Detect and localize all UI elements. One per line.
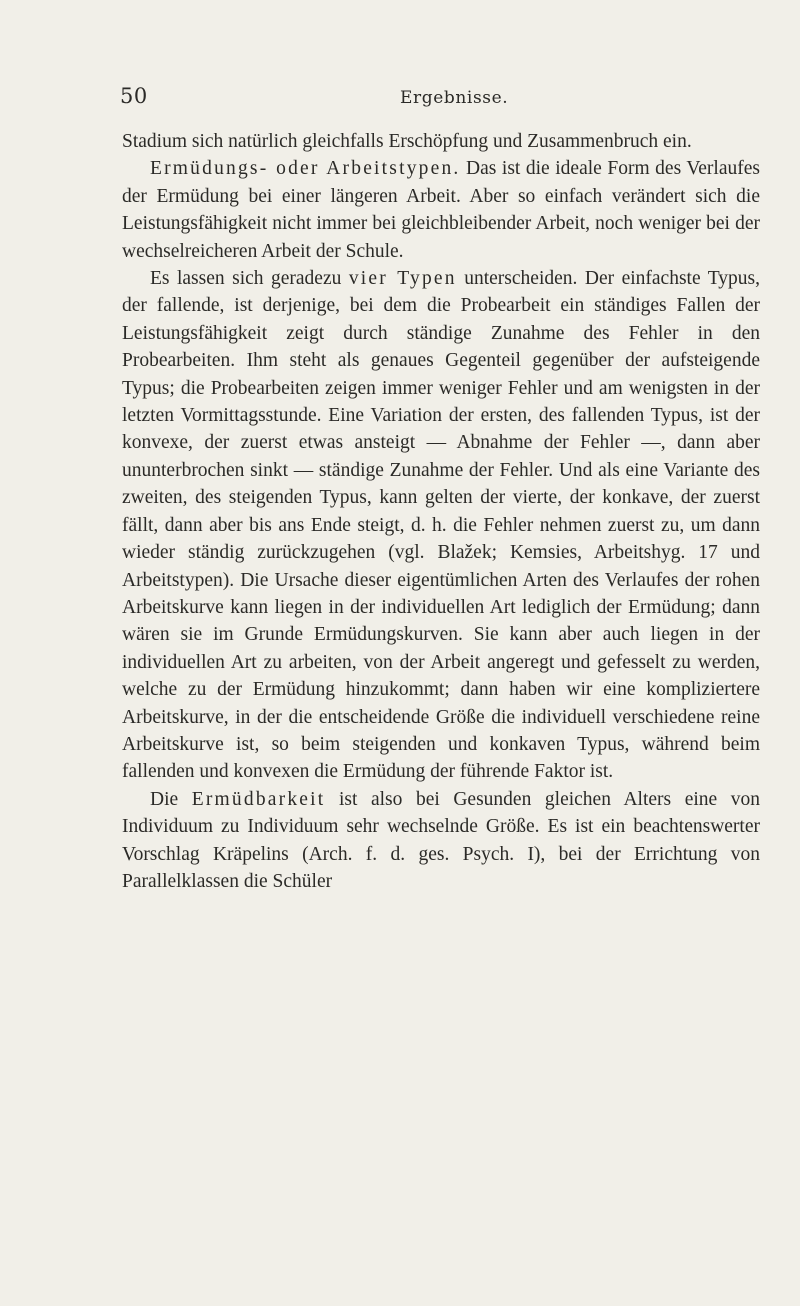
paragraph-text-lead: Die	[150, 788, 192, 810]
paragraph-text: ist also bei Gesunden gleichen Alters eine von Individuum zu Individuum sehr wechselnde Größe. Es ist ein beachtenswerter Vorschlag Kräpelins (Arch. f. d. ges. Psych. I), bei der Errichtung von Parallelklassen die Schüler	[122, 788, 761, 892]
running-head: Ergebnisse.	[400, 88, 509, 108]
paragraph-text: Das ist die ideale Form des Verlaufes der Ermüdung bei einer längeren Arbeit. Aber so einfach verändert sich die Leistungsfähigkeit nicht immer bei gleichbleibender Arbeit, noch weniger bei der wechselreicheren Arbeit der Schule.	[122, 158, 760, 262]
paragraph	[122, 128, 760, 155]
paragraph-text: unterscheiden. Der einfachste Typus, der fallende, ist derjenige, bei dem die Probearbeit ein ständiges Fallen der Leistungsfähigkeit zeigt durch ständige Zunahme des Fehler in den Probearbeiten. Ihm steht als genaues Gegenteil gegenüber der aufsteigende Typus; die Probearbeiten zeigen immer weniger Fehler und am wenigsten in der letzten Vormittagsstunde. Eine Variation der ersten, des fallenden Typus, ist der konvexe, der zuerst etwas ansteigt — Abnahme der Fehler —, dann aber ununterbrochen sinkt — ständige Zunahme der Fehler. Und als eine Variante des zweiten, des steigenden Typus, kann gelten der vierte, der konkave, der zuerst fällt, dann aber bis ans Ende steigt, d. h. die Fehler nehmen zuerst zu, um dann wieder ständig zurückzugehen (vgl. Blažek; Kemsies, Arbeitshyg. 17 und Arbeitstypen). Die Ursache dieser eigentümlichen Arten des Verlaufes der rohen Arbeitskurve kann liegen in der individuellen Art lediglich der Ermüdung; dann wären sie im Grunde Ermüdungskurven. Sie kann aber auch liegen in der individuellen Art zu arbeiten, von der Arbeit angeregt und gefesselt zu werden, welche zu der Ermüdung hinzukommt; dann haben wir eine kompliziertere Arbeitskurve, in der die entscheidende Größe die individuell verschiedene reine Arbeitskurve ist, so beim steigenden und konkaven Typus, während beim fallenden und konvexen die Ermüdung der führende Faktor ist.	[122, 268, 761, 783]
page-header	[120, 84, 760, 110]
emphasized-term: vier Typen	[348, 268, 457, 290]
paragraph-text: Stadium sich natürlich gleichfalls Erschöpfung und Zusammenbruch ein.	[122, 131, 692, 152]
paragraph	[122, 265, 760, 786]
emphasized-term: Ermüdbarkeit	[191, 788, 326, 810]
paragraph	[122, 786, 760, 896]
page-number: 50	[120, 84, 148, 108]
paragraph-text-lead: Es lassen sich geradezu	[150, 268, 349, 290]
emphasized-heading: Ermüdungs- oder Arbeitstypen.	[150, 158, 461, 180]
body-text	[122, 128, 760, 895]
paragraph	[122, 155, 760, 265]
